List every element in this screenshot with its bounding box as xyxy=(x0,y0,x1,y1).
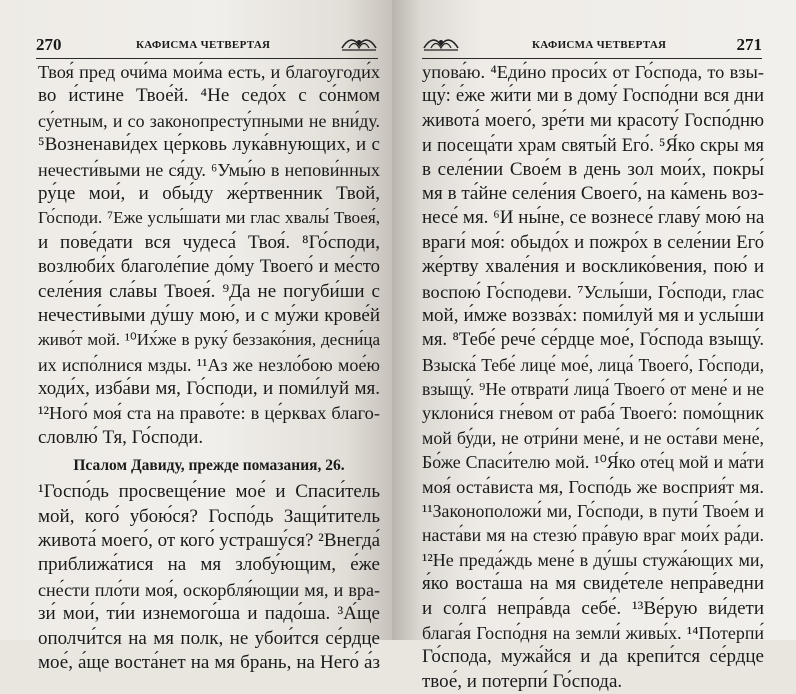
text-line: сне́сти пло́ти моя́, оскорбля́ющии мя, и вра- xyxy=(38,579,380,600)
text-line: моя́ оста́виста мя, Госпо́дь же восприя́т мя. xyxy=(422,476,764,497)
text-line: и посеща́ти храм святы́й Его́. ⁵Я́ко скры мя xyxy=(422,135,764,156)
text-line: зи́ мои́, ти́и изнемого́ша и падо́ша. ³А́ще xyxy=(38,603,380,625)
text-line: мой бу́ди, не отри́ни мене́, и не оста́ви мене́, xyxy=(422,427,764,448)
text-line: во и́стине Твое́й. ⁴Не седо́х с со́нмом xyxy=(38,85,380,107)
text-line: живота́ моего́, от кого́ устрашу́ся? ²Внегда́ xyxy=(38,530,381,552)
text-line: ¹²Не преда́ждь мене́ в ду́шы стужа́ющих ми, xyxy=(422,549,764,570)
left-running-head xyxy=(36,30,378,59)
text-line: мя. ⁸Тебе́ рече́ се́рдце мое́, Го́спода взыщу́. xyxy=(422,329,764,351)
ornament-icon xyxy=(340,36,378,52)
text-line: ру́це мои́, и обы́ду же́ртвенник Твой, xyxy=(38,182,380,204)
text-line: Го́споди. ⁷Еже услы́шати ми глас хвалы́ Твоея́, xyxy=(38,208,380,228)
text-line: су́етным, и со законопресту́пными не вни́ду. xyxy=(38,110,380,131)
text-line: и пове́дати вся чудеса́ Твоя́. ⁸Го́споди, xyxy=(38,231,380,253)
text-line: же́ртву хвале́ния и восклико́вения, пою́ и xyxy=(422,256,764,278)
text-line: нечести́выми не ся́ду. ⁶Умы́ю в непови́нных xyxy=(38,159,380,180)
text-line: Твоя́ пред очи́ма мои́ма есть, и благоугоди́х xyxy=(38,62,380,82)
text-line: мое́, а́ще воста́нет на мя брань, на Него́ а́з xyxy=(38,651,380,673)
text-line: ¹Госпо́дь просвеще́ние мое́ и Спаси́тель xyxy=(38,481,380,503)
text-line: в селе́нии Свое́м в день зол мои́х, покры́ xyxy=(422,158,764,180)
text-line: взыщу́. ⁹Не отврати́ лица́ Твоего́ от мене́ и не xyxy=(422,379,764,400)
text-line: ополчи́тся на мя полк, не убои́тся се́рдце xyxy=(38,627,380,649)
right-page-text xyxy=(422,60,764,694)
right-running-head xyxy=(422,30,762,59)
text-line: враги́ моя́: обыдо́х и пожро́х в селе́нии Его́ xyxy=(422,231,764,253)
psalm-heading: Псалом Давиду, прежде помазания, 26. xyxy=(73,457,345,475)
text-line: мя в та́йне селе́ния Своего́, на ка́мень воз- xyxy=(422,182,764,204)
text-line: несе́ мя. ⁶И ны́не, се вознесе́ главу́ мою́ на xyxy=(422,207,765,229)
page-number-right: 271 xyxy=(736,35,762,54)
text-line: селе́ния сла́вы Твоея́. ⁹Да не погуби́ши с xyxy=(38,280,380,302)
text-line: словлю́ Тя, Го́споди. xyxy=(38,426,204,448)
text-line: и солга́ непра́вда себе́. ¹³Ве́рую ви́дети xyxy=(422,597,764,619)
text-line: живо́т мой. ¹⁰Их́же в руку́ беззако́ния, десни́ца xyxy=(38,330,380,350)
text-line: Го́спода, мужа́йся и да крепи́тся се́рдце xyxy=(422,646,764,668)
text-line: я́ко воста́ша на мя свиде́теле непра́ведни xyxy=(422,573,764,595)
text-line: нечести́выми ду́шу мою́, и с му́жи крове́й xyxy=(38,304,380,326)
text-line: ходи́х, изба́ви мя, Го́споди, и поми́луй мя. xyxy=(38,378,380,400)
text-line: живота́ моего́, зре́ти ми красоту́ Госпо́дню xyxy=(422,109,764,131)
text-line: ¹¹Законоположи́ ми, Го́споди, в пути́ Твое́м и xyxy=(422,501,764,522)
left-page xyxy=(0,0,392,673)
text-line: наста́ви мя на стезю́ пра́вую враг мои́х ра́ди. xyxy=(422,525,764,546)
text-line: уклони́ся гне́вом от раба́ Твоего́: помо́щник xyxy=(422,403,764,424)
text-line: щу́: е́же жи́ти ми в дому́ Госпо́дни вся дни xyxy=(422,85,764,107)
left-page-text xyxy=(38,60,380,675)
text-line: мой, кого́ убою́ся? Госпо́дь Защи́титель xyxy=(38,505,380,527)
text-line: приближа́тися на мя злобу́ющим, е́же xyxy=(38,554,380,576)
text-line: упова́ю. ⁴Еди́но проси́х от Го́спода, то взы- xyxy=(422,62,764,82)
text-line: Бо́же Спаси́телю мой. ¹⁰Я́ко оте́ц мой и ма́ти xyxy=(422,452,764,473)
text-line: ¹²Ного́ моя́ ста на право́те: в це́рквах благо- xyxy=(38,403,380,424)
text-line: воспою́ Го́сподеви. ⁷Услы́ши, Го́споди, глас xyxy=(422,281,764,302)
text-line: блага́я Госпо́дня на земли́ живы́х. ¹⁴Потерпи́ xyxy=(422,622,764,643)
text-line: ⁵Возненави́дех це́рковь лука́внующих, и с xyxy=(38,134,380,156)
text-line: возлюби́х благоле́пие до́му Твоего́ и ме́сто xyxy=(38,256,380,278)
page-number-left: 270 xyxy=(36,35,62,54)
text-line: твое́, и потерпи́ Го́спода. xyxy=(422,670,623,692)
ornament-icon xyxy=(422,36,460,52)
running-title-left: КАФИСМА ЧЕТВЕРТАЯ xyxy=(136,39,271,51)
running-title-right: КАФИСМА ЧЕТВЕРТАЯ xyxy=(532,39,667,51)
text-line: мой, и́мже воззва́х: поми́луй мя и услы́ши xyxy=(422,304,764,326)
right-page xyxy=(392,0,796,692)
text-line: их испо́лнися мзды. ¹¹Аз же незло́бою мое́ю xyxy=(38,354,380,375)
text-line: Взыска́ Тебе́ лице́ мое́, лица́ Твоего́, Го́споди, xyxy=(422,354,764,375)
